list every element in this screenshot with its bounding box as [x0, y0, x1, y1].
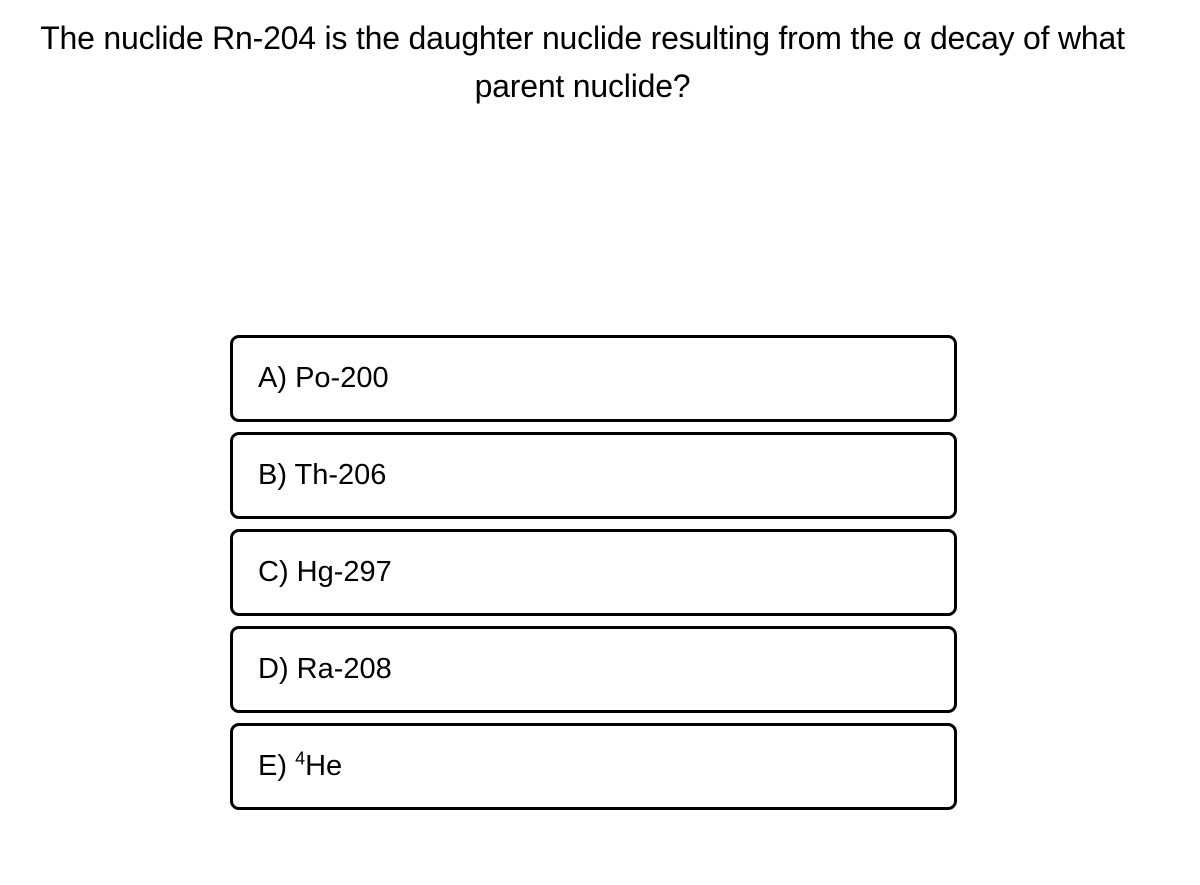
answer-options [230, 335, 957, 820]
option-d-text: Ra-208 [296, 653, 392, 685]
question-line-1: The nuclide Rn-204 is the daughter nuclide resulting from the α decay of what [40, 20, 1125, 56]
option-a[interactable] [230, 335, 957, 422]
option-e-label [258, 750, 342, 783]
option-e-prefix: E) [258, 750, 296, 782]
option-b-label [258, 459, 386, 492]
option-c-label [258, 556, 392, 589]
question-text [0, 14, 1165, 110]
question-line-2: parent nuclide? [474, 68, 691, 104]
option-a-text: Po-200 [295, 362, 389, 394]
option-d-label [258, 653, 392, 686]
option-a-label [258, 362, 389, 395]
option-b-prefix: B) [258, 459, 295, 491]
option-b[interactable] [230, 432, 957, 519]
option-c[interactable] [230, 529, 957, 616]
option-e-superscript: 4 [295, 748, 306, 769]
option-c-prefix: C) [258, 556, 297, 588]
option-a-prefix: A) [258, 362, 296, 394]
option-e[interactable] [230, 723, 957, 810]
option-d-prefix: D) [258, 653, 297, 685]
option-d[interactable] [230, 626, 957, 713]
option-b-text: Th-206 [294, 459, 387, 491]
option-c-text: Hg-297 [296, 556, 392, 588]
option-e-text: He [305, 750, 343, 782]
